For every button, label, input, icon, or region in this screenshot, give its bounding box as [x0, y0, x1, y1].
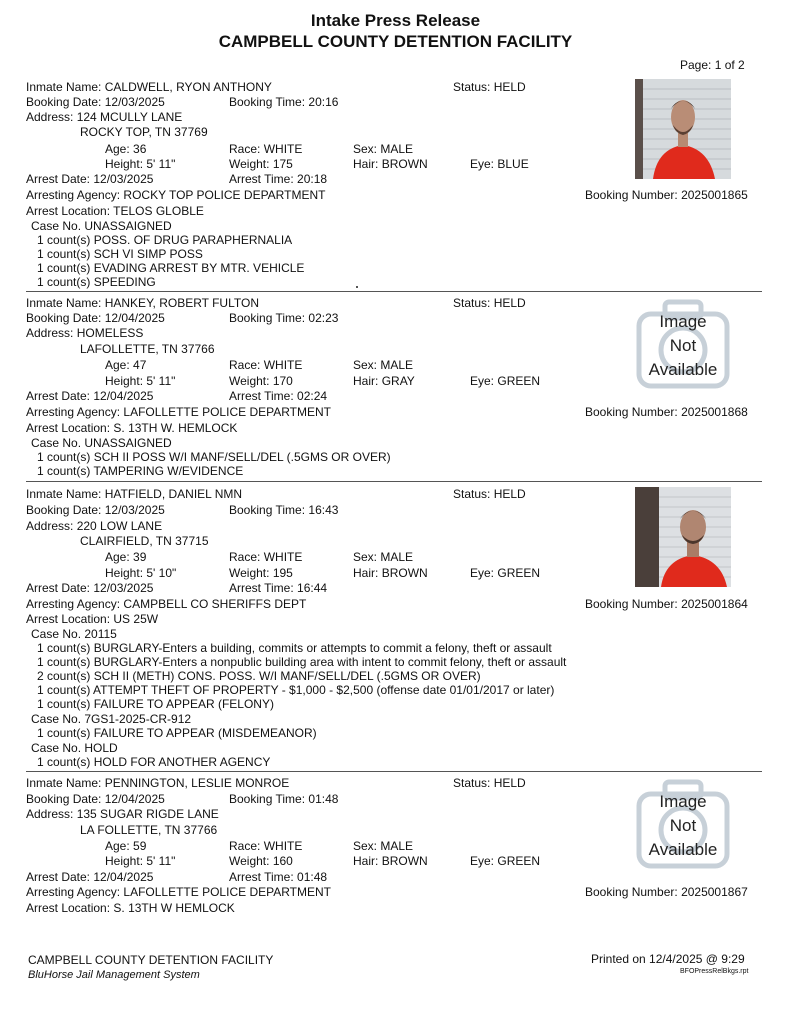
hair: Hair: GRAY	[353, 374, 415, 388]
height: Height: 5' 11"	[105, 374, 176, 388]
arrest-date: Arrest Date: 12/04/2025	[26, 389, 154, 403]
arrest-location: Arrest Location: US 25W	[26, 612, 159, 626]
height: Height: 5' 11"	[105, 854, 176, 868]
booking-date: Booking Date: 12/04/2025	[26, 792, 165, 806]
record-divider	[26, 291, 762, 292]
arrest-date: Arrest Date: 12/04/2025	[26, 870, 154, 884]
sex: Sex: MALE	[353, 550, 414, 564]
booking-number: Booking Number: 2025001867	[585, 885, 748, 899]
charge: 1 count(s) FAILURE TO APPEAR (MISDEMEANOR)	[37, 726, 317, 740]
inmate-name: Inmate Name: PENNINGTON, LESLIE MONROE	[26, 776, 290, 790]
booking-time: Booking Time: 02:23	[229, 311, 339, 325]
inmate-name: Inmate Name: HANKEY, ROBERT FULTON	[26, 296, 259, 310]
facility-title: CAMPBELL COUNTY DETENTION FACILITY	[218, 32, 573, 51]
charge: 1 count(s) BURGLARY-Enters a building, commits or attempts to commit a felony, theft or assault	[37, 641, 552, 655]
address-city: CLAIRFIELD, TN 37715	[80, 534, 209, 548]
race: Race: WHITE	[229, 839, 303, 853]
footer-facility: CAMPBELL COUNTY DETENTION FACILITY	[28, 953, 274, 967]
case-number: Case No. HOLD	[31, 741, 118, 755]
weight: Weight: 160	[229, 854, 293, 868]
race: Race: WHITE	[229, 358, 303, 372]
weight: Weight: 170	[229, 374, 293, 388]
charge: 1 count(s) ATTEMPT THEFT OF PROPERTY - $1,000 - $2,500 (offense date 01/01/2017 or later)	[37, 683, 555, 697]
hair: Hair: BROWN	[353, 854, 428, 868]
charge: 2 count(s) SCH II (METH) CONS. POSS. W/I MANF/SELL/DEL (.5GMS OR OVER)	[37, 669, 481, 683]
booking-date: Booking Date: 12/03/2025	[26, 95, 165, 109]
hair: Hair: BROWN	[353, 566, 428, 580]
booking-time: Booking Time: 20:16	[229, 95, 339, 109]
report-title: Intake Press Release	[310, 11, 481, 30]
eye: Eye: GREEN	[470, 374, 541, 388]
case-number: Case No. 20115	[31, 627, 117, 641]
charge: 1 count(s) SCH II POSS W/I MANF/SELL/DEL (.5GMS OR OVER)	[37, 450, 391, 464]
charge: 1 count(s) SCH VI SIMP POSS	[37, 247, 203, 261]
age: Age: 39	[105, 550, 147, 564]
address-city: ROCKY TOP, TN 37769	[80, 125, 208, 139]
address: Address: 135 SUGAR RIGDE LANE	[26, 807, 219, 821]
arresting-agency: Arresting Agency: ROCKY TOP POLICE DEPARTMENT	[26, 188, 326, 202]
race: Race: WHITE	[229, 550, 303, 564]
booking-number: Booking Number: 2025001868	[585, 405, 748, 419]
footer-system: BluHorse Jail Management System	[28, 969, 200, 981]
mugshot-photo	[635, 487, 731, 587]
arrest-location: Arrest Location: S. 13TH W HEMLOCK	[26, 901, 235, 915]
charge: 1 count(s) FAILURE TO APPEAR (FELONY)	[37, 697, 274, 711]
page-number: Page: 1 of 2	[680, 58, 745, 72]
weight: Weight: 195	[229, 566, 293, 580]
arrest-time: Arrest Time: 20:18	[229, 172, 328, 186]
address-city: LA FOLLETTE, TN 37766	[80, 823, 218, 837]
address: Address: 124 MCULLY LANE	[26, 110, 183, 124]
race: Race: WHITE	[229, 142, 303, 156]
charge: 1 count(s) EVADING ARREST BY MTR. VEHICLE	[37, 261, 305, 275]
arrest-date: Arrest Date: 12/03/2025	[26, 581, 154, 595]
printed-timestamp: Printed on 12/4/2025 @ 9:29	[591, 952, 745, 966]
arrest-time: Arrest Time: 01:48	[229, 870, 328, 884]
case-number: Case No. UNASSAIGNED	[31, 436, 172, 450]
booking-number: Booking Number: 2025001864	[585, 597, 748, 611]
hair: Hair: BROWN	[353, 157, 428, 171]
booking-date: Booking Date: 12/04/2025	[26, 311, 165, 325]
address: Address: 220 LOW LANE	[26, 519, 163, 533]
arrest-location: Arrest Location: TELOS GLOBLE	[26, 204, 204, 218]
age: Age: 36	[105, 142, 147, 156]
charge: 1 count(s) TAMPERING W/EVIDENCE	[37, 464, 244, 478]
charge: 1 count(s) POSS. OF DRUG PARAPHERNALIA	[37, 233, 293, 247]
height: Height: 5' 10"	[105, 566, 177, 580]
booking-number: Booking Number: 2025001865	[585, 188, 748, 202]
arrest-date: Arrest Date: 12/03/2025	[26, 172, 154, 186]
record-divider	[26, 481, 762, 482]
mugshot-photo	[635, 79, 731, 179]
sex: Sex: MALE	[353, 839, 414, 853]
scan-speck	[356, 286, 358, 288]
address-city: LAFOLLETTE, TN 37766	[80, 342, 215, 356]
image-not-available-placeholder: Image Not Available	[635, 296, 731, 396]
booking-time: Booking Time: 16:43	[229, 503, 339, 517]
booking-date: Booking Date: 12/03/2025	[26, 503, 165, 517]
age: Age: 59	[105, 839, 147, 853]
report-filename: BFOPressRelBkgs.rpt	[680, 968, 749, 975]
charge: 1 count(s) BURGLARY-Enters a nonpublic building area with intent to commit felony, theft or assault	[37, 655, 567, 669]
record-divider	[26, 771, 762, 772]
case-number: Case No. UNASSAIGNED	[31, 219, 172, 233]
image-not-available-placeholder: Image Not Available	[635, 776, 731, 876]
sex: Sex: MALE	[353, 142, 414, 156]
sex: Sex: MALE	[353, 358, 414, 372]
inmate-name: Inmate Name: HATFIELD, DANIEL NMN	[26, 487, 243, 501]
arrest-time: Arrest Time: 02:24	[229, 389, 328, 403]
case-number: Case No. 7GS1-2025-CR-912	[31, 712, 192, 726]
status: Status: HELD	[453, 487, 526, 501]
arresting-agency: Arresting Agency: CAMPBELL CO SHERIFFS DEPT	[26, 597, 307, 611]
eye: Eye: GREEN	[470, 566, 541, 580]
arrest-time: Arrest Time: 16:44	[229, 581, 328, 595]
age: Age: 47	[105, 358, 147, 372]
eye: Eye: BLUE	[470, 157, 529, 171]
charge: 1 count(s) SPEEDING	[37, 275, 156, 289]
arresting-agency: Arresting Agency: LAFOLLETTE POLICE DEPARTMENT	[26, 405, 332, 419]
arresting-agency: Arresting Agency: LAFOLLETTE POLICE DEPARTMENT	[26, 885, 332, 899]
address: Address: HOMELESS	[26, 326, 144, 340]
status: Status: HELD	[453, 776, 526, 790]
arrest-location: Arrest Location: S. 13TH W. HEMLOCK	[26, 421, 238, 435]
booking-time: Booking Time: 01:48	[229, 792, 339, 806]
status: Status: HELD	[453, 296, 526, 310]
eye: Eye: GREEN	[470, 854, 541, 868]
weight: Weight: 175	[229, 157, 293, 171]
status: Status: HELD	[453, 80, 526, 94]
inmate-name: Inmate Name: CALDWELL, RYON ANTHONY	[26, 80, 272, 94]
charge: 1 count(s) HOLD FOR ANOTHER AGENCY	[37, 755, 271, 769]
height: Height: 5' 11"	[105, 157, 176, 171]
